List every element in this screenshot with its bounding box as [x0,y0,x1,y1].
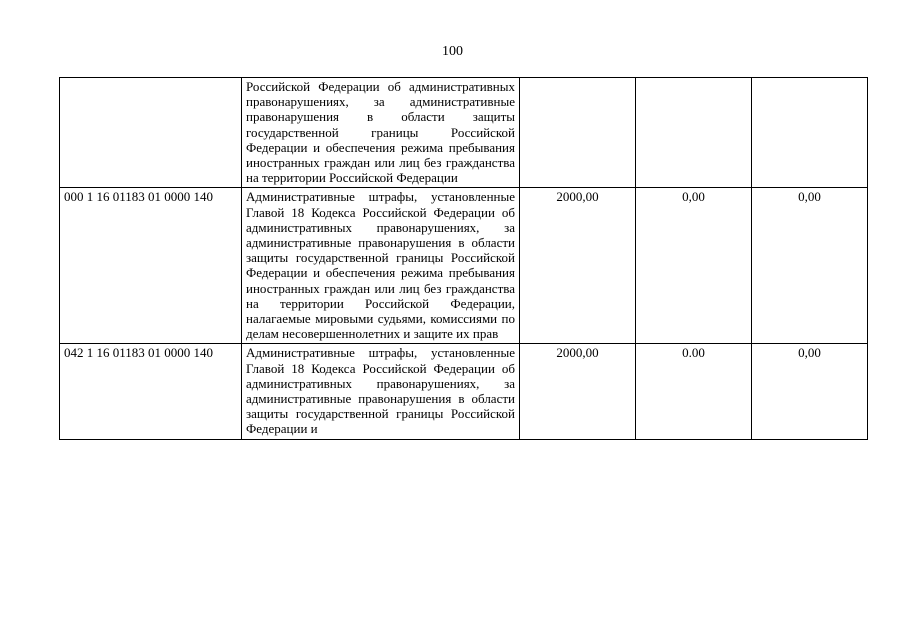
budget-code-cell [60,78,242,188]
budget-code-cell: 000 1 16 01183 01 0000 140 [60,188,242,344]
page-number: 100 [442,44,463,59]
amount-year1-cell: 2000,00 [520,344,636,439]
amount-year1-cell [520,78,636,188]
budget-revenue-table [59,77,868,440]
amount-year2-cell: 0,00 [636,188,752,344]
table-row [60,78,868,188]
revenue-name-cell: Российской Федерации об административных правонарушениях, за административные правонарушения в области защиты государственной границы Российской Федерации и обеспечения режима пребывания иностранных граждан или лиц без гражданства на территории Российской Федерации [242,78,520,188]
amount-year3-cell: 0,00 [752,188,868,344]
amount-year3-cell [752,78,868,188]
budget-code-cell: 042 1 16 01183 01 0000 140 [60,344,242,439]
amount-year1-cell: 2000,00 [520,188,636,344]
amount-year2-cell [636,78,752,188]
revenue-name-cell: Административные штрафы, установленные Главой 18 Кодекса Российской Федерации об административных правонарушениях, за административные правонарушения в области защиты государственной границы Российской Федерации и [242,344,520,439]
table-row [60,344,868,439]
amount-year2-cell: 0.00 [636,344,752,439]
table-row [60,188,868,344]
revenue-name-cell: Административные штрафы, установленные Главой 18 Кодекса Российской Федерации об административных правонарушениях, за административные правонарушения в области защиты государственной границы Российской Федерации и обеспечения режима пребывания иностранных граждан или лиц без гражданства на территории Российской Федерации, налагаемые мировыми судьями, комиссиями по делам несовершеннолетних и защите их прав [242,188,520,344]
amount-year3-cell: 0,00 [752,344,868,439]
